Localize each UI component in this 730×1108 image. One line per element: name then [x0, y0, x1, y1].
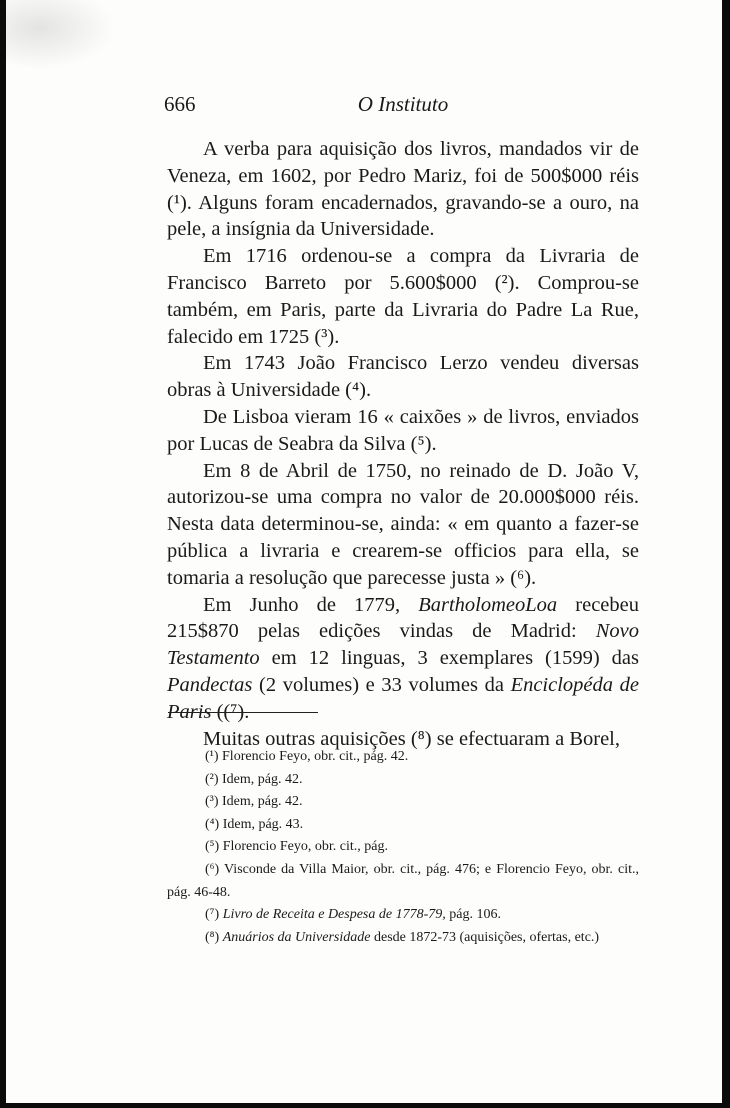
- body-text: [167, 136, 639, 752]
- footnote: (²) Idem, pág. 42.: [205, 771, 303, 787]
- footnote-rule: [168, 712, 318, 713]
- text-run: ((⁷).: [211, 700, 250, 723]
- italic-run: Enciclopéda de Paris: [167, 673, 639, 723]
- italic-run: Anuários da Universidade: [222, 929, 371, 945]
- paragraph: [167, 592, 639, 726]
- text-run: (2 volumes) e 33 volumes da: [252, 673, 511, 696]
- footnote: (⁶) Visconde da Villa Maior, obr. cit., pág. 476; e Florencio Feyo, obr. cit., pág. 46-48.: [167, 861, 639, 900]
- paragraph: Em 1716 ordenou-se a compra da Livraria de Francisco Barreto por 5.600$000 (²). Comprou-se também, em Paris, parte da Livraria do Padre La Rue, falecido em 1725 (³).: [167, 245, 639, 348]
- text-run: pág. 106.: [445, 907, 501, 923]
- paragraph: Em 1743 João Francisco Lerzo vendeu diversas obras à Universidade (⁴).: [167, 352, 639, 402]
- page-header: [164, 92, 642, 118]
- text-run: recebeu 215$870 pelas edições vindas de Madrid:: [167, 593, 639, 643]
- footnote: (⁴) Idem, pág. 43.: [205, 816, 304, 832]
- page-number: 666: [164, 92, 196, 116]
- running-title: O Instituto: [357, 92, 449, 116]
- text-run: Em Junho de 1779,: [203, 593, 419, 616]
- footnote: [167, 904, 639, 927]
- text-run: em 12 linguas, 3 exemplares (1599) das: [259, 647, 639, 670]
- paragraph: Em 8 de Abril de 1750, no reinado de D. João V, autorizou-se uma compra no valor de 20.000$000 réis. Nesta data determinou-se, ainda: « em quanto a fazer-se pública a livraria e crearem-se officios para ella, se tomaria a resolução que parecesse justa » (⁶).: [167, 459, 639, 589]
- footnote: [167, 927, 639, 950]
- footnote: (³) Idem, pág. 42.: [205, 794, 303, 810]
- footnote-mark: (⁸): [205, 929, 223, 945]
- footnote-mark: (⁷): [205, 907, 223, 923]
- scan-shadow: [6, 0, 116, 70]
- footnotes: [167, 746, 639, 949]
- italic-run: Novo Testamento: [167, 620, 639, 670]
- italic-run: Livro de Receita e Despesa de 1778-79,: [222, 907, 446, 923]
- paragraph: Muitas outras aquisições (⁸) se efectuaram a Borel,: [203, 727, 620, 750]
- italic-run: Pandectas: [167, 673, 253, 696]
- italic-run: BartholomeoLoa: [418, 593, 558, 616]
- footnote: (⁵) Florencio Feyo, obr. cit., pág.: [205, 839, 388, 855]
- footnote: (¹) Florencio Feyo, obr. cit., pág. 42.: [205, 749, 409, 764]
- paragraph: De Lisboa vieram 16 « caixões » de livros, enviados por Lucas de Seabra da Silva (⁵).: [167, 405, 639, 455]
- text-run: desde 1872-73 (aquisições, ofertas, etc.): [370, 929, 600, 945]
- paragraph: A verba para aquisição dos livros, mandados vir de Veneza, em 1602, por Pedro Mariz, foi de 500$000 réis (¹). Alguns foram encadernados, gravando-se a ouro, na pele, a insígnia da Universidade.: [167, 138, 639, 241]
